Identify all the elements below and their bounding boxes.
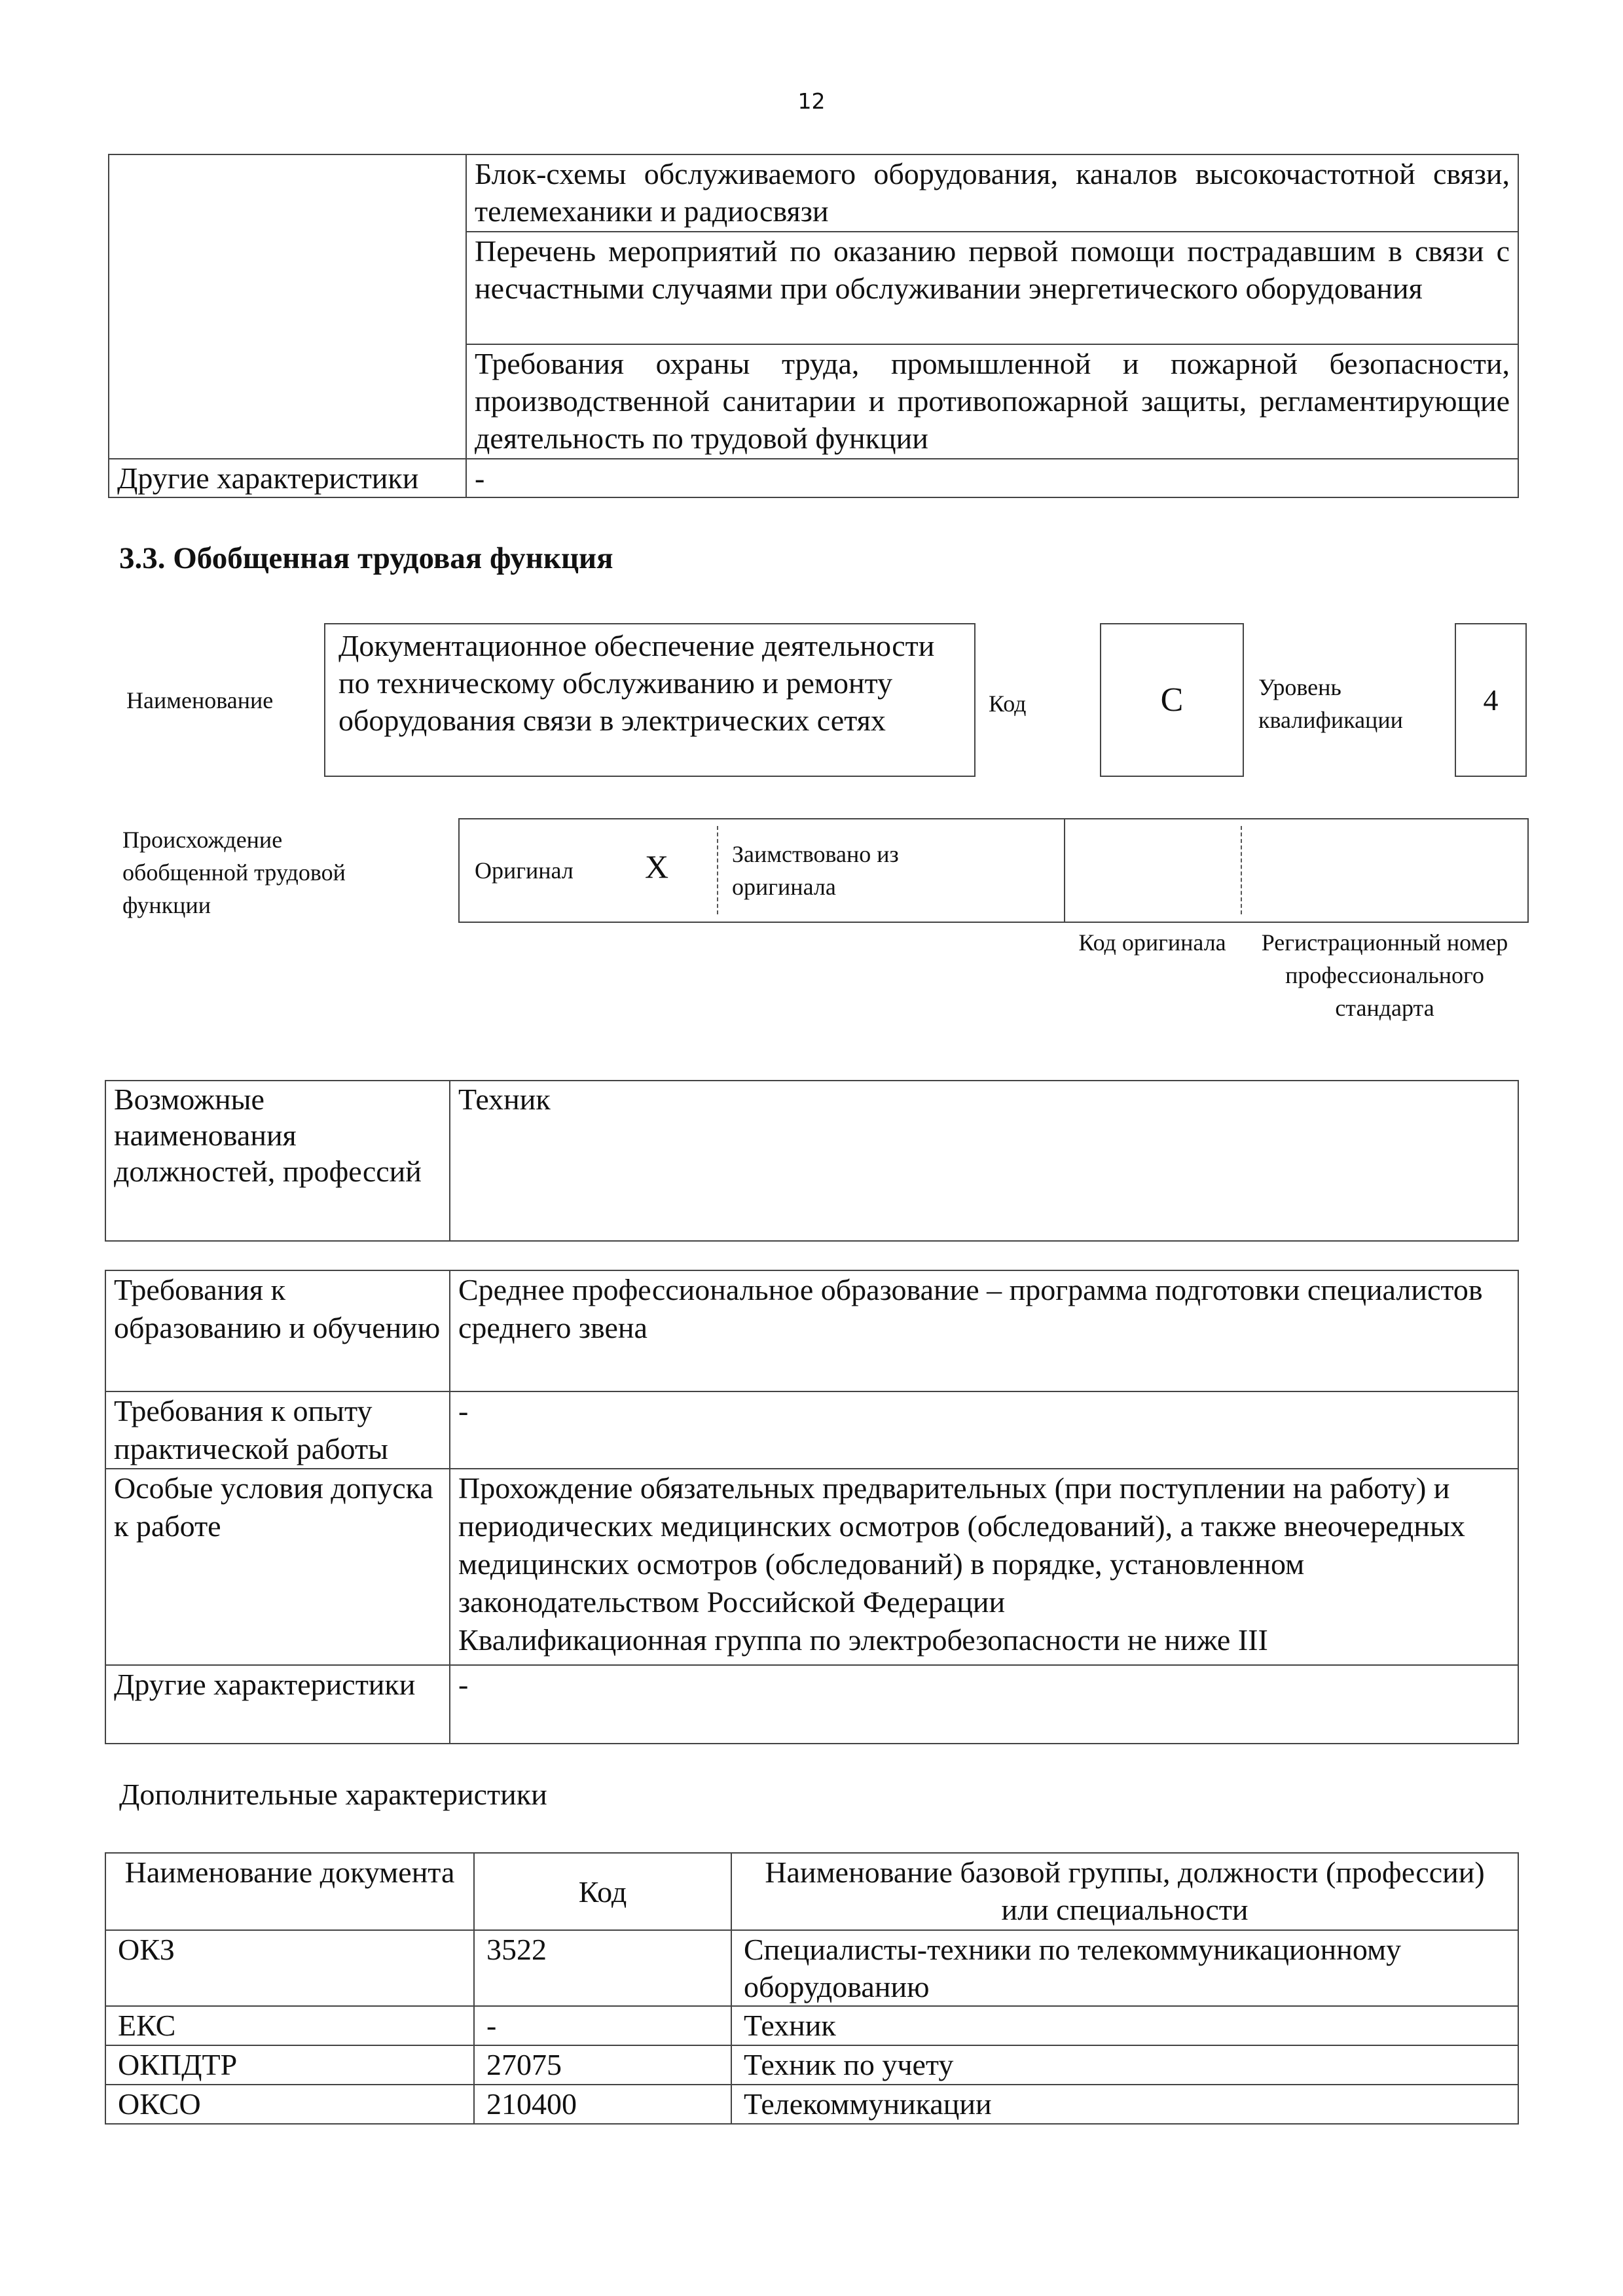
row-name: Техник по учету bbox=[731, 2045, 1518, 2085]
origin-reg-caption: Регистрационный номер профессионального стандарта bbox=[1261, 929, 1508, 1021]
origin-label: Происхождение обобщенной трудовой функции bbox=[122, 827, 346, 918]
row-doc: ОКПДТР bbox=[105, 2045, 474, 2085]
experience-value: - bbox=[450, 1391, 1518, 1469]
other-characteristics-label: Другие характеристики bbox=[109, 459, 466, 497]
name-value: Документационное обеспечение деятельности по техническому обслуживанию и ремонту оборудования связи в электрических сетях bbox=[338, 629, 935, 737]
origin-box bbox=[458, 818, 1529, 923]
positions-value: Техник bbox=[450, 1081, 1518, 1241]
origin-code-caption: Код оригинала bbox=[1078, 929, 1226, 956]
row-code: 3522 bbox=[474, 1930, 731, 2006]
origin-mark: X bbox=[645, 848, 669, 885]
level-value-box bbox=[1455, 623, 1527, 777]
prev-row-2: Перечень мероприятий по оказанию первой помощи пострадавшим в связи с несчастными случаями при обслуживании энергетического оборудования bbox=[466, 232, 1518, 344]
education-value: Среднее профессиональное образование – программа подготовки специалистов среднего звена bbox=[450, 1270, 1518, 1391]
positions-table bbox=[105, 1080, 1519, 1242]
level-value: 4 bbox=[1483, 683, 1499, 717]
special-conditions-value: Прохождение обязательных предварительных (при поступлении на работу) и периодических медицинских осмотров (обследований), а также внеочередных медицинских осмотров (обследований) в порядке, установленном законодательством Российской Федерации bbox=[458, 1471, 1465, 1619]
origin-divider-1 bbox=[717, 826, 718, 914]
origin-borrowed: Заимствовано из оригинала bbox=[732, 841, 899, 900]
prev-row-3: Требования охраны труда, промышленной и пожарной безопасности, производственной санитарии и противопожарной защиты, регламентирующие деятельность по трудовой функции bbox=[466, 344, 1518, 459]
special-conditions-cell bbox=[450, 1469, 1518, 1665]
row-doc: ОКСО bbox=[105, 2085, 474, 2124]
page-number: 12 bbox=[797, 88, 826, 114]
requirements-table bbox=[105, 1270, 1519, 1744]
name-label: Наименование bbox=[126, 687, 274, 713]
row-code: 210400 bbox=[474, 2085, 731, 2124]
row-name: Техник bbox=[731, 2006, 1518, 2045]
origin-divider-2 bbox=[1064, 818, 1065, 923]
level-label: Уровень квалификации bbox=[1258, 674, 1403, 733]
other-characteristics-value: - bbox=[466, 459, 1518, 497]
name-value-box bbox=[324, 623, 976, 777]
origin-divider-3 bbox=[1241, 826, 1242, 914]
code-value-box bbox=[1100, 623, 1244, 777]
empty-label-cell bbox=[109, 154, 466, 459]
origin-original: Оригинал bbox=[475, 857, 574, 884]
header-code: Код bbox=[474, 1853, 731, 1930]
prev-knowledge-table bbox=[108, 154, 1519, 498]
experience-label: Требования к опыту практической работы bbox=[105, 1391, 450, 1469]
other-label: Другие характеристики bbox=[105, 1665, 450, 1744]
section-title: 3.3. Обобщенная трудовая функция bbox=[119, 541, 613, 575]
header-group: Наименование базовой группы, должности (профессии) или специальности bbox=[731, 1853, 1518, 1930]
other-value: - bbox=[450, 1665, 1518, 1744]
row-name: Специалисты-техники по телекоммуникационному оборудованию bbox=[731, 1930, 1518, 2006]
special-conditions-label: Особые условия допуска к работе bbox=[105, 1469, 450, 1665]
row-code: 27075 bbox=[474, 2045, 731, 2085]
special-conditions-value-2: Квалификационная группа по электробезопасности не ниже III bbox=[458, 1623, 1268, 1657]
positions-label: Возможные наименования должностей, профессий bbox=[105, 1081, 450, 1241]
row-code: - bbox=[474, 2006, 731, 2045]
additional-table bbox=[105, 1852, 1519, 2125]
code-value: C bbox=[1160, 681, 1184, 719]
prev-row-1: Блок-схемы обслуживаемого оборудования, каналов высокочастотной связи, телемеханики и радиосвязи bbox=[466, 154, 1518, 232]
education-label: Требования к образованию и обучению bbox=[105, 1270, 450, 1391]
code-label: Код bbox=[989, 691, 1027, 717]
row-doc: ОКЗ bbox=[105, 1930, 474, 2006]
header-document: Наименование документа bbox=[105, 1853, 474, 1930]
row-name: Телекоммуникации bbox=[731, 2085, 1518, 2124]
row-doc: ЕКС bbox=[105, 2006, 474, 2045]
additional-title: Дополнительные характеристики bbox=[119, 1778, 547, 1811]
